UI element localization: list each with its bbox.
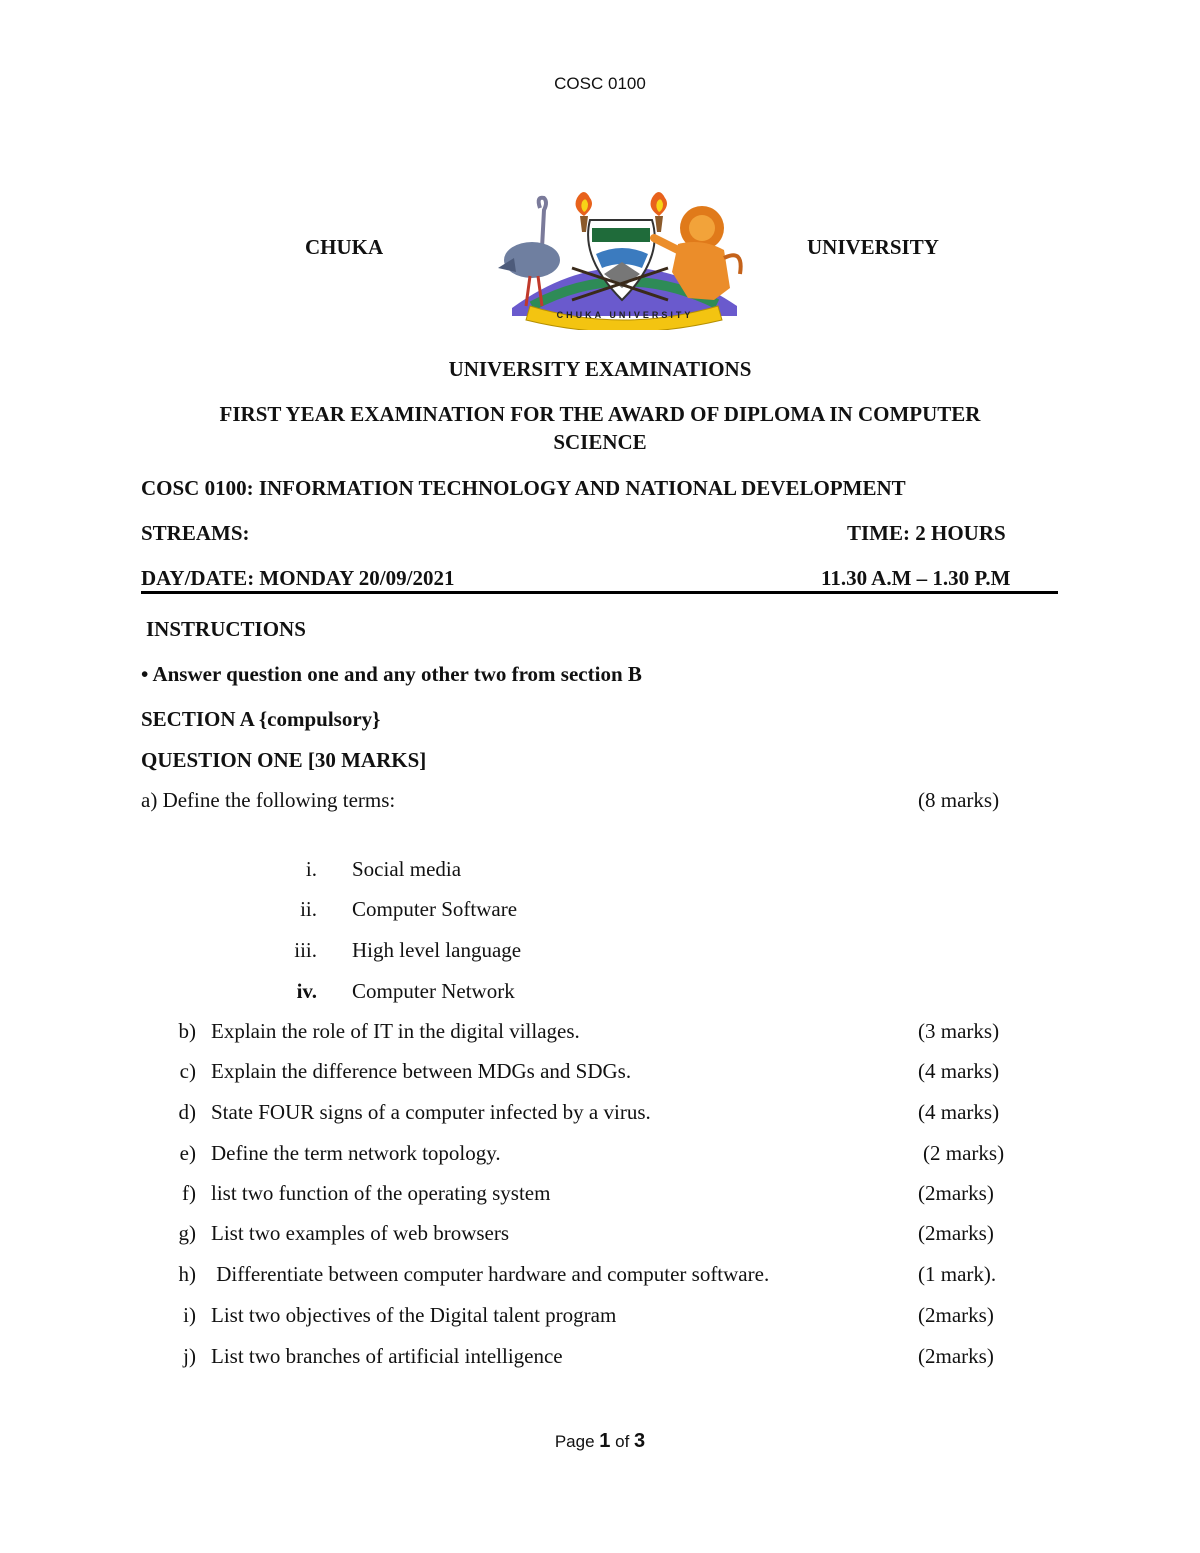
part-text: Define the term network topology.: [211, 1141, 501, 1165]
coat-of-arms-emblem-icon: [492, 188, 752, 330]
running-header: COSC 0100: [554, 74, 646, 93]
part-text: list two function of the operating system: [211, 1181, 551, 1205]
part-text: State FOUR signs of a computer infected by a virus.: [211, 1100, 651, 1124]
time-range: 11.30 A.M – 1.30 P.M: [821, 566, 1011, 590]
footer-of-word: of: [615, 1432, 630, 1451]
part-text: List two branches of artificial intelligence: [211, 1344, 563, 1368]
part-marks: (2marks): [918, 1221, 994, 1245]
term-text: Computer Network: [352, 979, 515, 1003]
part-letter: d): [178, 1100, 196, 1124]
term-num: i.: [305, 857, 317, 881]
term-num: ii.: [300, 897, 317, 921]
part-marks: (4 marks): [918, 1059, 1000, 1083]
part-marks: (2 marks): [923, 1141, 1005, 1165]
university-coat-of-arms: [492, 188, 752, 330]
streams-label: STREAMS:: [141, 521, 250, 545]
part-text: List two objectives of the Digital talent program: [211, 1303, 617, 1327]
part-text: List two examples of web browsers: [211, 1221, 510, 1245]
title-left-word: CHUKA: [305, 235, 384, 259]
instructions-bullet: • Answer question one and any other two from section B: [141, 662, 642, 686]
title-right-word: UNIVERSITY: [807, 235, 939, 259]
part-text: Explain the role of IT in the digital villages.: [211, 1019, 580, 1043]
date-label: DAY/DATE: MONDAY 20/09/2021: [141, 566, 455, 590]
question-one-heading: QUESTION ONE [30 MARKS]: [141, 748, 427, 772]
part-marks: (2marks): [918, 1344, 994, 1368]
part-marks: (2marks): [918, 1181, 994, 1205]
part-a-text: a) Define the following terms:: [141, 788, 396, 812]
term-num: iv.: [296, 979, 317, 1003]
instructions-heading: INSTRUCTIONS: [146, 617, 306, 641]
part-letter: f): [182, 1181, 196, 1205]
term-text: Computer Software: [352, 897, 518, 921]
logo-ribbon-text: CHUKA UNIVERSITY: [556, 310, 694, 320]
term-text: High level language: [352, 938, 522, 962]
footer-page-total: 3: [634, 1430, 646, 1452]
header-divider: [141, 591, 1058, 594]
part-a-marks: (8 marks): [918, 788, 1000, 812]
part-marks: (3 marks): [918, 1019, 1000, 1043]
part-letter: i): [183, 1303, 196, 1327]
exam-heading: UNIVERSITY EXAMINATIONS: [448, 357, 752, 381]
part-letter: e): [179, 1141, 196, 1165]
section-a-heading: SECTION A {compulsory}: [141, 707, 381, 731]
part-text: Explain the difference between MDGs and SDGs.: [211, 1059, 632, 1083]
award-line-2: SCIENCE: [553, 430, 647, 454]
part-marks: (2marks): [918, 1303, 994, 1327]
footer-page-word: Page: [554, 1432, 595, 1451]
course-title: COSC 0100: INFORMATION TECHNOLOGY AND NATIONAL DEVELOPMENT: [141, 476, 906, 500]
term-text: Social media: [352, 857, 462, 881]
part-marks: (4 marks): [918, 1100, 1000, 1124]
time-label: TIME: 2 HOURS: [847, 521, 1006, 545]
part-text: Differentiate between computer hardware and computer software.: [211, 1262, 770, 1286]
part-marks: (1 mark).: [918, 1262, 997, 1286]
part-letter: g): [178, 1221, 196, 1245]
term-num: iii.: [294, 938, 317, 962]
part-letter: b): [178, 1019, 196, 1043]
part-letter: h): [178, 1262, 196, 1286]
part-letter: c): [179, 1059, 196, 1083]
page-footer: [0, 1430, 1200, 1453]
footer-page-number: 1: [599, 1430, 611, 1452]
part-letter: j): [183, 1344, 196, 1368]
award-line-1: FIRST YEAR EXAMINATION FOR THE AWARD OF DIPLOMA IN COMPUTER: [219, 402, 981, 426]
